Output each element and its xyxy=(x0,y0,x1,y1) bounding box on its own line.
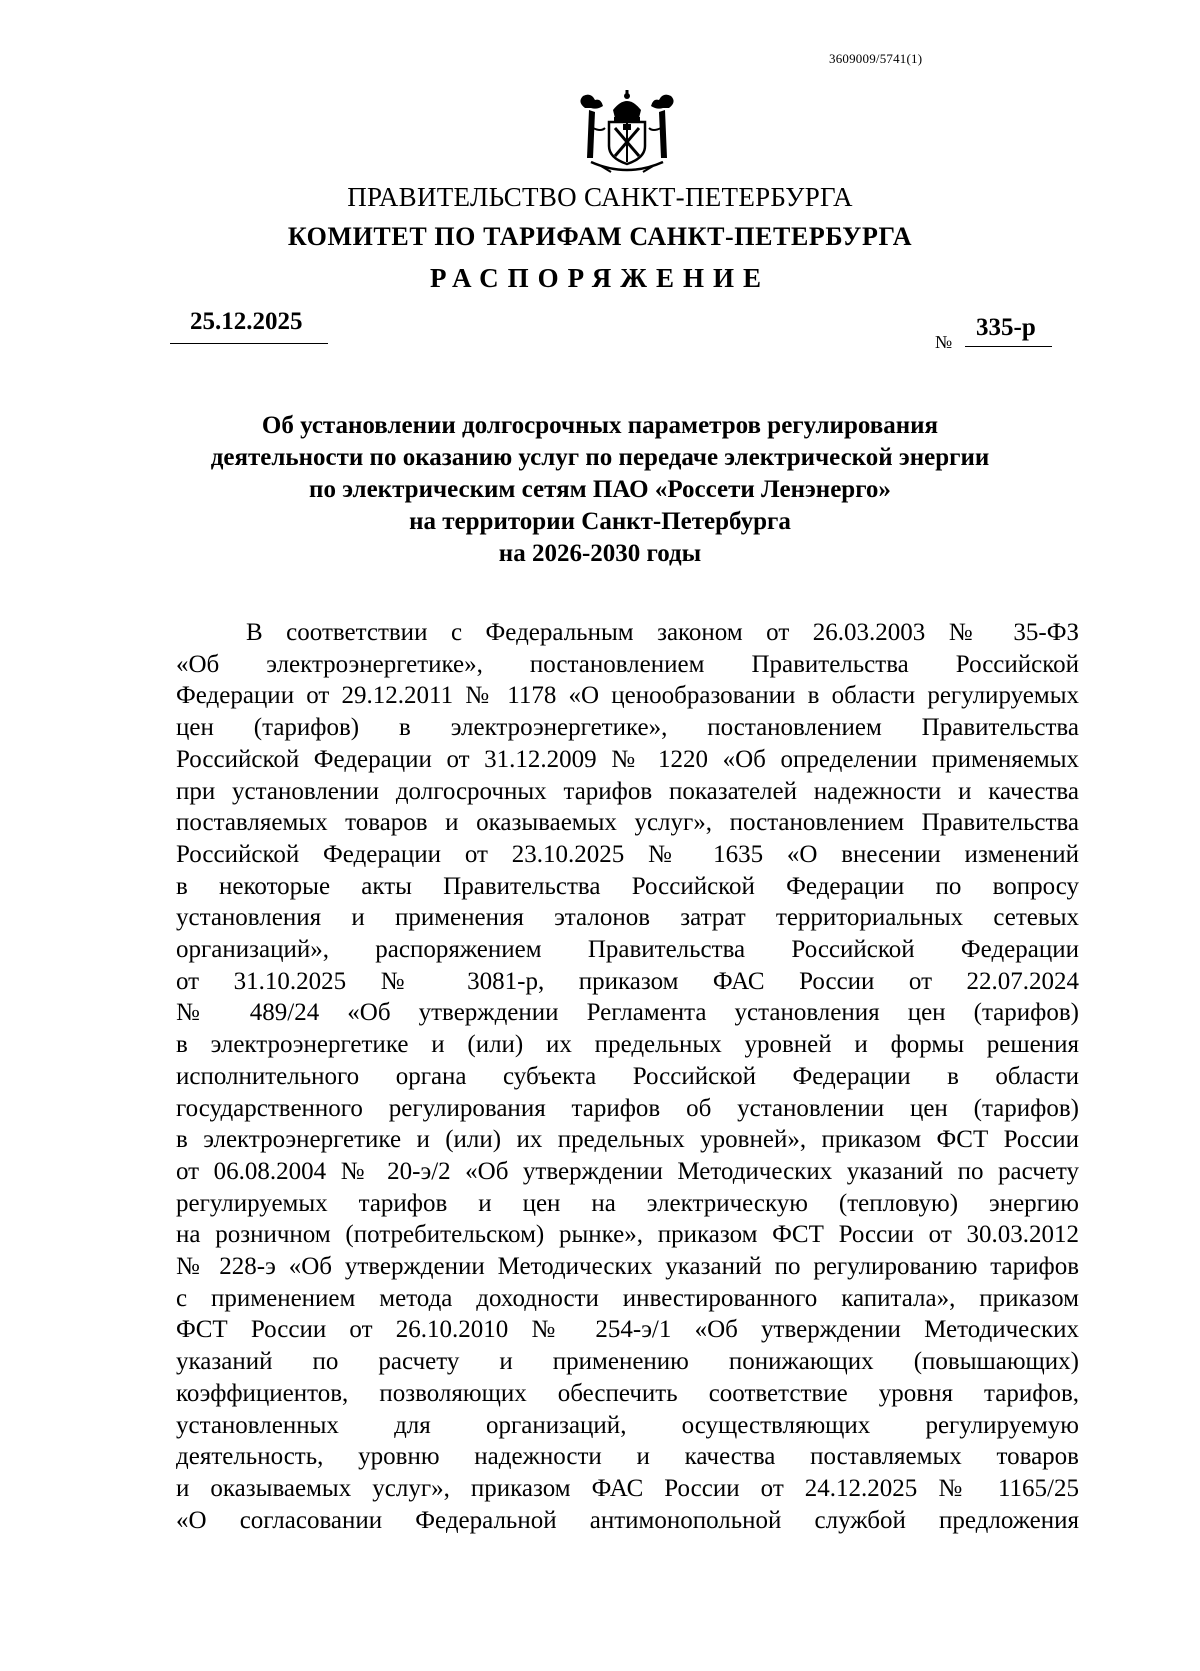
government-name: ПРАВИТЕЛЬСТВО САНКТ-ПЕТЕРБУРГА xyxy=(347,182,853,212)
date-underline xyxy=(170,343,328,344)
title-line: Об установлении долгосрочных параметров регулирования xyxy=(261,412,939,439)
title-line: на 2026-2030 годы xyxy=(498,540,702,567)
body-line: в электроэнергетике и (или) их предельных уровней и формы решения xyxy=(176,1031,1079,1059)
body-line: поставляемых товаров и оказываемых услуг», постановлением Правительства xyxy=(176,809,1079,837)
body-line: от 31.10.2025 № 3081-р, приказом ФАС России от 22.07.2024 xyxy=(176,967,1079,995)
body-line: на розничном (потребительском) рынке», приказом ФСТ России от 30.03.2012 xyxy=(176,1221,1079,1249)
body-line: Российской Федерации от 31.12.2009 № 1220 «Об определении применяемых xyxy=(176,745,1079,773)
body-line: при установлении долгосрочных тарифов показателей надежности и качества xyxy=(176,777,1079,805)
body-line: с применением метода доходности инвестированного капитала», приказом xyxy=(176,1284,1079,1312)
number-underline xyxy=(965,346,1052,347)
body-line: В соответствии с Федеральным законом от 26.03.2003 № 35-ФЗ xyxy=(246,619,1079,646)
committee-name: КОМИТЕТ ПО ТАРИФАМ САНКТ-ПЕТЕРБУРГА xyxy=(287,222,913,251)
body-line: в электроэнергетике и (или) их предельных уровней», приказом ФСТ России xyxy=(176,1126,1079,1154)
body-line: от 06.08.2004 № 20-э/2 «Об утверждении Методических указаний по расчету xyxy=(176,1157,1079,1185)
body-line: Федерации от 29.12.2011 № 1178 «О ценообразовании в области регулируемых xyxy=(176,682,1079,710)
body-line: ФСТ России от 26.10.2010 № 254-э/1 «Об утверждении Методических xyxy=(176,1316,1079,1344)
number-sign: № xyxy=(935,332,953,352)
title-line: по электрическим сетям ПАО «Россети Ленэнерго» xyxy=(309,476,891,503)
body-line: государственного регулирования тарифов об установлении цен (тарифов) xyxy=(176,1094,1079,1122)
body-line: «О согласовании Федеральной антимонопольной службой предложения xyxy=(176,1506,1079,1534)
body-paragraph xyxy=(176,617,1079,1536)
document-type: РАСПОРЯЖЕНИЕ xyxy=(429,263,771,293)
body-line: в некоторые акты Правительства Российской Федерации по вопросу xyxy=(176,872,1079,900)
st-petersburg-coat-of-arms-icon xyxy=(571,88,683,178)
body-line: № 228-э «Об утверждении Методических указаний по регулированию тарифов xyxy=(176,1253,1079,1281)
body-line: исполнительного органа субъекта Российской Федерации в области xyxy=(176,1062,1079,1090)
body-line: установления и применения эталонов затрат территориальных сетевых xyxy=(176,904,1079,932)
body-line: Российской Федерации от 23.10.2025 № 1635 «О внесении изменений xyxy=(176,840,1079,868)
body-line: регулируемых тарифов и цен на электрическую (тепловую) энергию xyxy=(176,1189,1079,1217)
body-line: цен (тарифов) в электроэнергетике», постановлением Правительства xyxy=(176,714,1079,742)
body-line: и оказываемых услуг», приказом ФАС России от 24.12.2025 № 1165/25 xyxy=(176,1474,1079,1502)
document-date: 25.12.2025 xyxy=(190,308,303,335)
document-title xyxy=(0,410,1200,570)
body-line: организаций», распоряжением Правительства Российской Федерации xyxy=(176,936,1079,964)
body-line: «Об электроэнергетике», постановлением Правительства Российской xyxy=(176,650,1079,678)
document-number: 335-р xyxy=(976,314,1036,341)
body-line: установленных для организаций, осуществляющих регулируемую xyxy=(176,1411,1079,1439)
body-line: деятельность, уровню надежности и качества поставляемых товаров xyxy=(176,1443,1079,1471)
title-line: деятельности по оказанию услуг по передаче электрической энергии xyxy=(210,444,990,471)
registration-number: 3609009/5741(1) xyxy=(829,51,923,66)
body-line: № 489/24 «Об утверждении Регламента установления цен (тарифов) xyxy=(176,999,1079,1027)
body-line: указаний по расчету и применению понижающих (повышающих) xyxy=(176,1348,1079,1376)
body-line: коэффициентов, позволяющих обеспечить соответствие уровня тарифов, xyxy=(176,1379,1079,1407)
title-line: на территории Санкт-Петербурга xyxy=(409,508,791,535)
